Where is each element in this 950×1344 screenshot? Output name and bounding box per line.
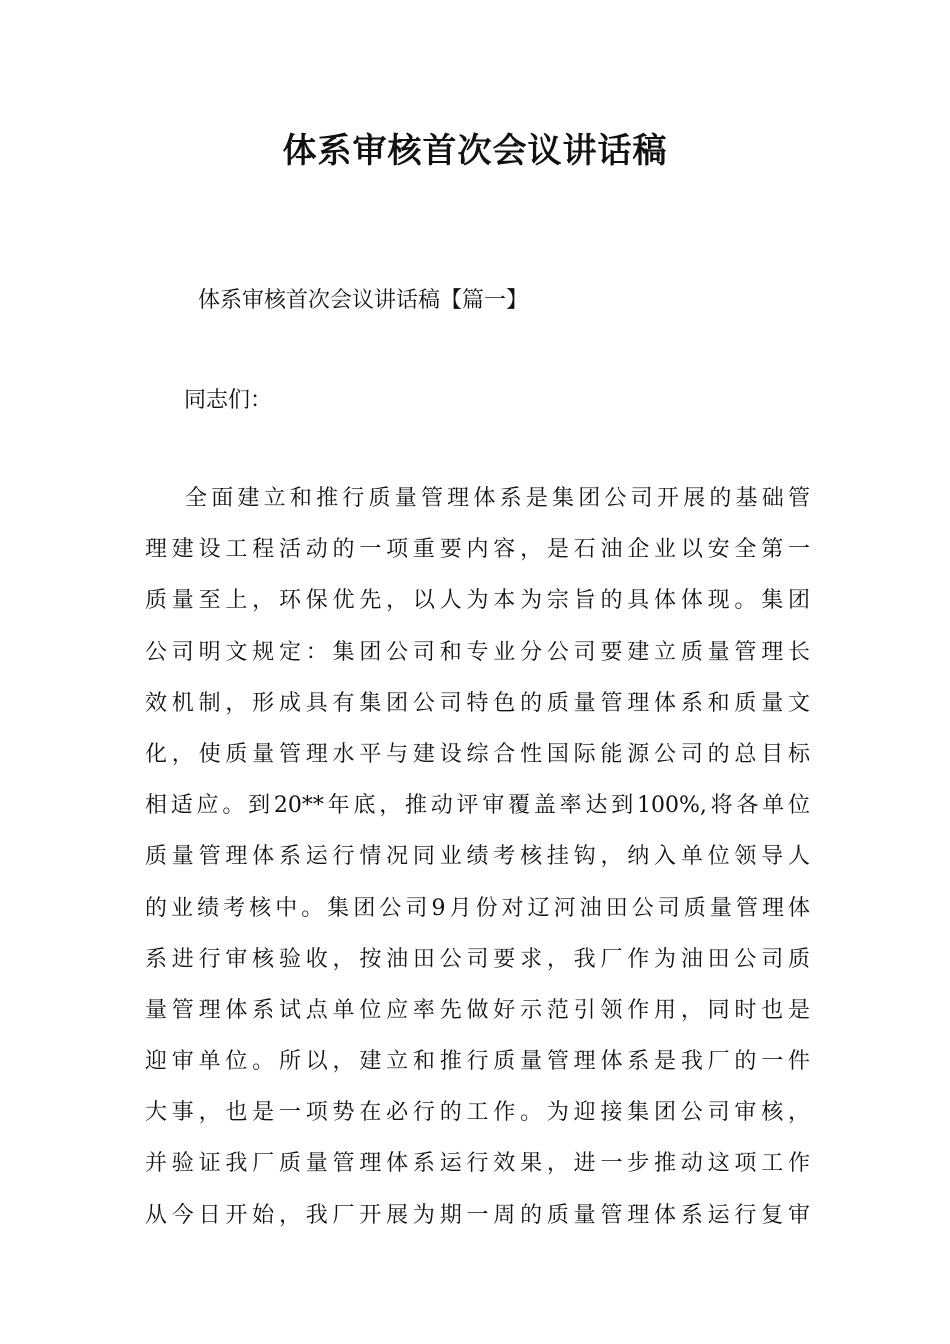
document-title: 体系审核首次会议讲话稿 (282, 131, 668, 171)
body-line: 质量至上，环保优先，以人为本为宗旨的具体体现。集团 (145, 588, 810, 614)
body-line: 全面建立和推行质量管理体系是集团公司开展的基础管 (185, 486, 810, 511)
body-line: 从今日开始，我厂开展为期一周的质量管理体系运行复审 (145, 1202, 810, 1228)
body-line: 公司明文规定：集团公司和专业分公司要建立质量管理长 (145, 639, 810, 665)
body-line: 迎审单位。所以，建立和推行质量管理体系是我厂的一件 (145, 1049, 810, 1075)
section-heading: 体系审核首次会议讲话稿【篇一】 (198, 288, 529, 313)
body-line: 化，使质量管理水平与建设综合性国际能源公司的总目标 (145, 741, 810, 767)
body-line: 的业绩考核中。集团公司9月份对辽河油田公司质量管理体 (145, 895, 810, 921)
body-line: 理建设工程活动的一项重要内容，是石油企业以安全第一 (145, 537, 810, 563)
body-line: 量管理体系试点单位应率先做好示范引领作用，同时也是 (145, 997, 810, 1023)
body-paragraph (145, 480, 810, 1248)
body-line: 系进行审核验收，按油田公司要求，我厂作为油田公司质 (145, 946, 810, 972)
body-line: 并验证我厂质量管理体系运行效果，进一步推动这项工作 (145, 1151, 810, 1177)
body-line: 效机制，形成具有集团公司特色的质量管理体系和质量文 (145, 690, 810, 716)
body-line: 相适应。到20**年底，推动评审覆盖率达到100%,将各单位 (145, 793, 810, 819)
salutation: 同志们： (184, 388, 273, 413)
body-line: 质量管理体系运行情况同业绩考核挂钩，纳入单位领导人 (145, 844, 810, 870)
body-line: 大事，也是一项势在必行的工作。为迎接集团公司审核， (145, 1100, 810, 1126)
